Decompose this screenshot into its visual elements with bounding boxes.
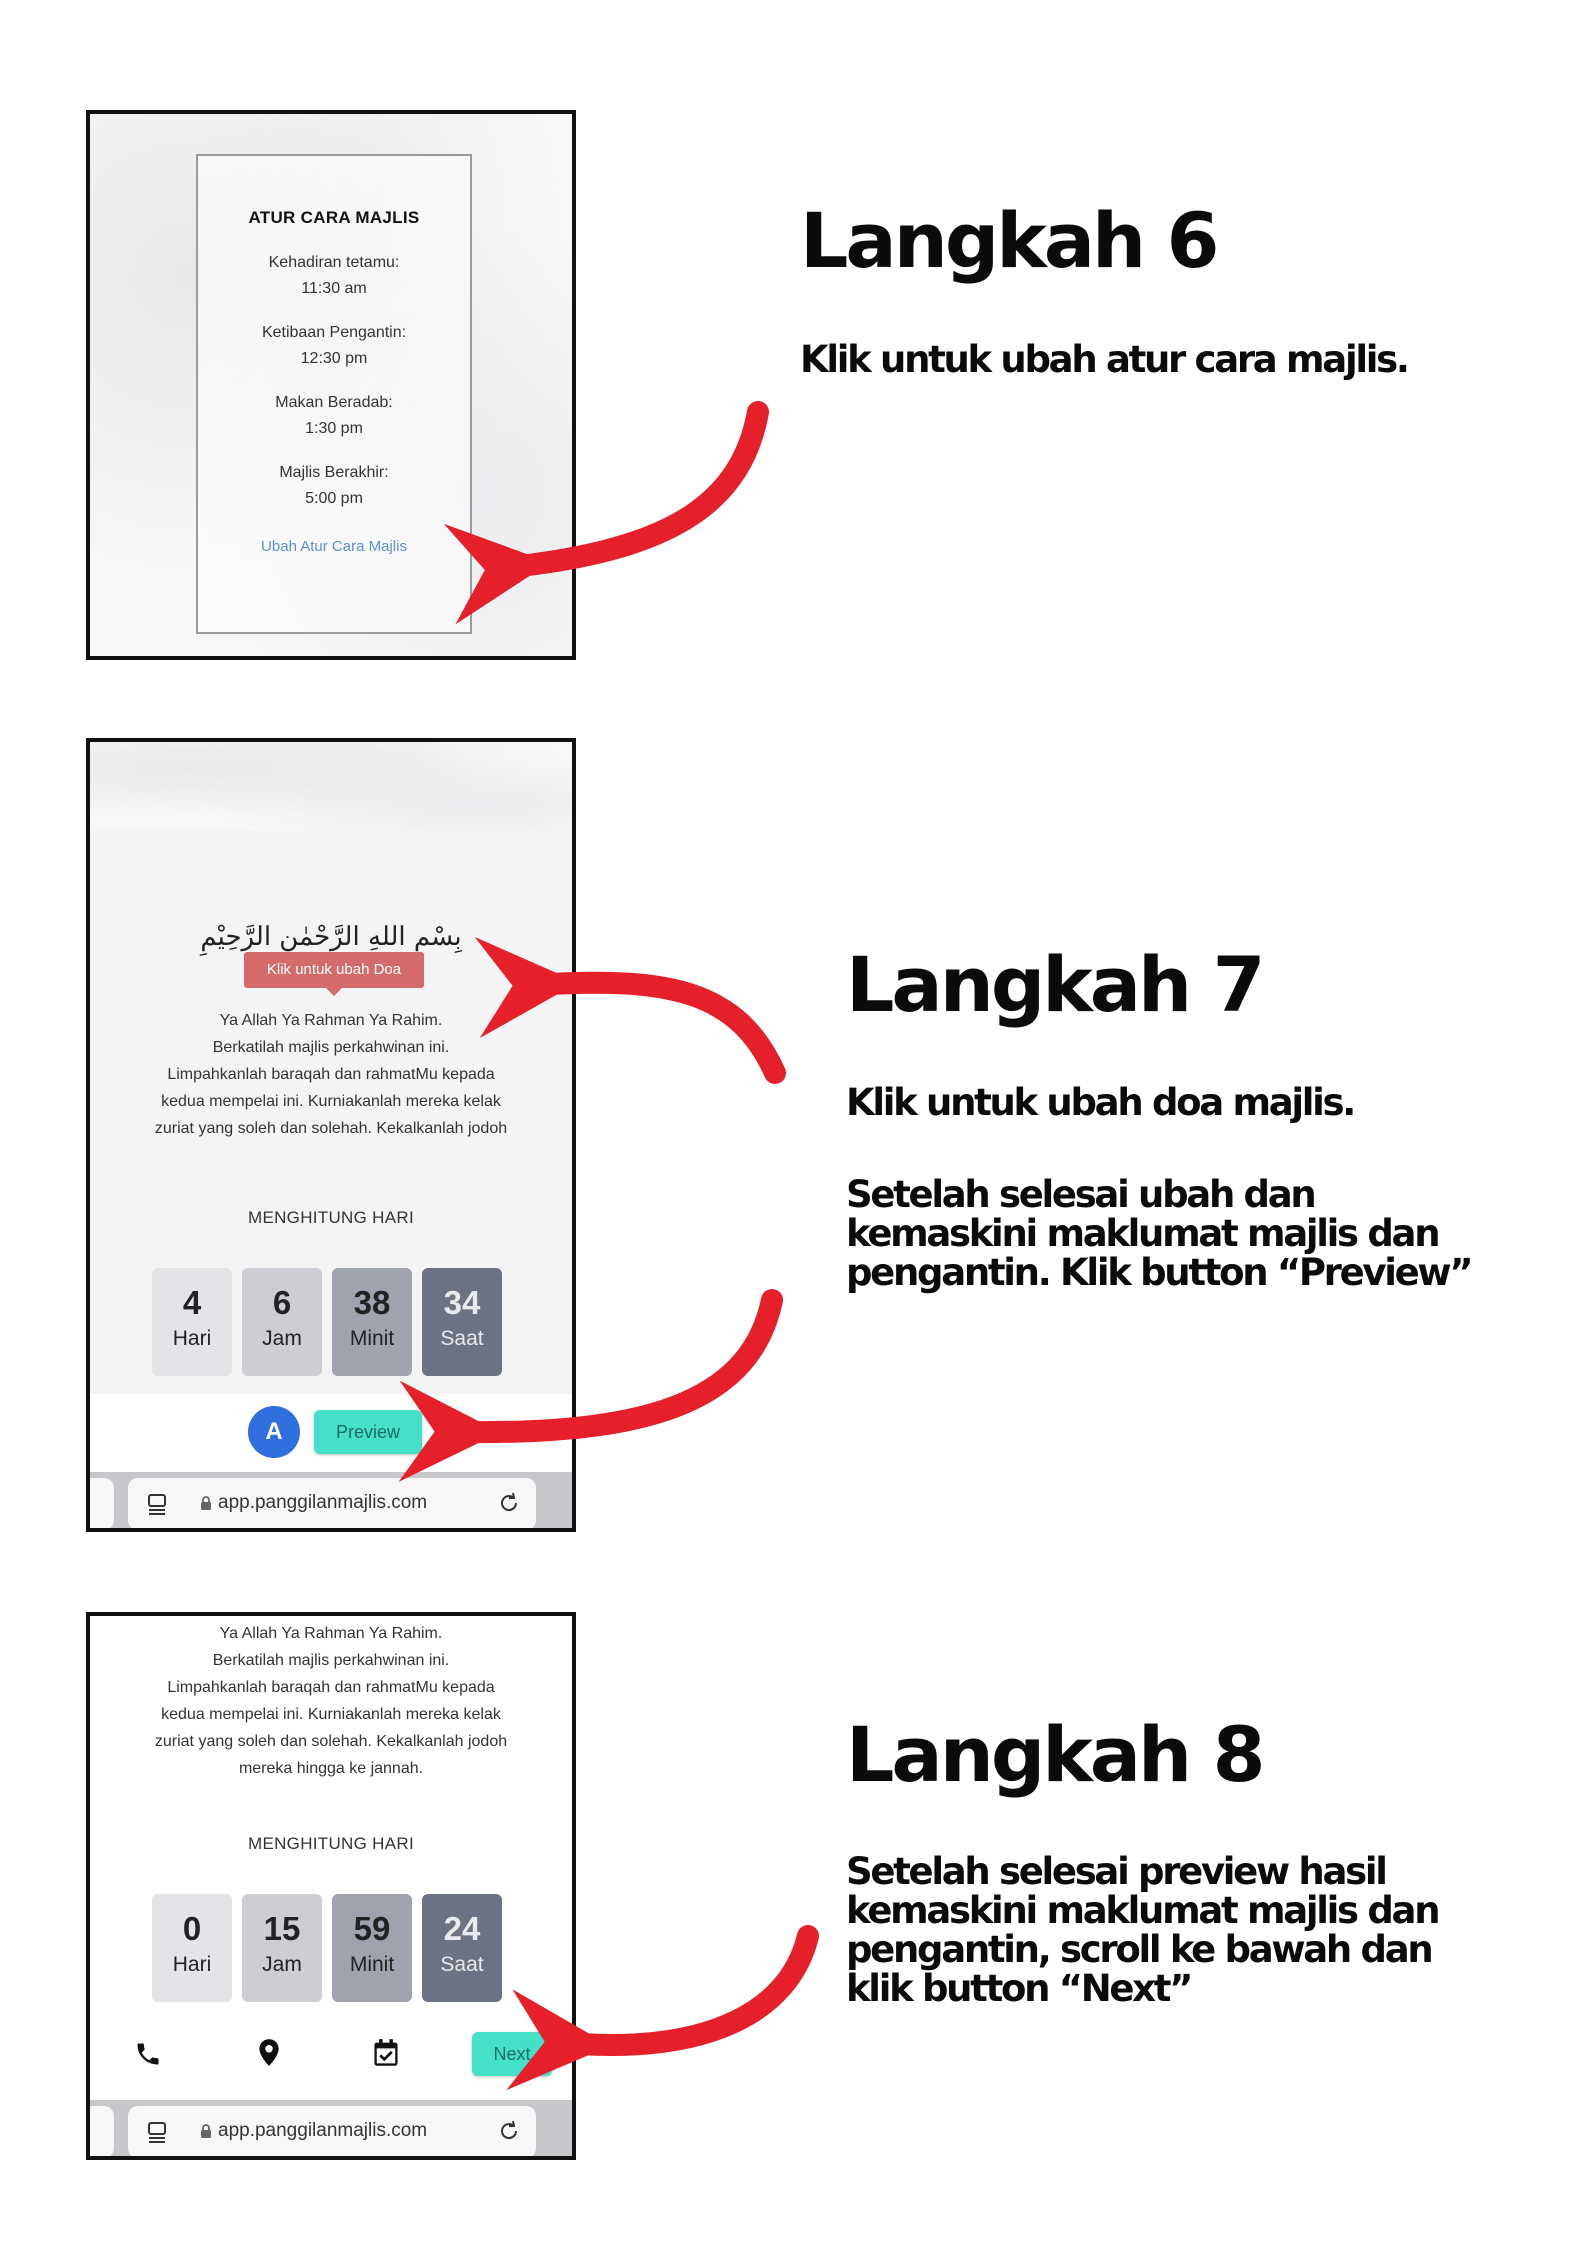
avatar-letter: A xyxy=(265,1418,283,1445)
url-text: app.panggilanmajlis.com xyxy=(218,1492,428,1513)
countdown-seconds: 34 Saat xyxy=(422,1268,502,1376)
countdown-minutes: 59 Minit xyxy=(332,1894,412,2002)
step7-screenshot: بِسْمِ اللهِ الرَّحْمٰنِ الرَّحِيْمِ Klik untuk ubah Doa Ya Allah Ya Rahman Ya Rahim. Berkatilah majlis perkahwinan ini. Limpahkanlah baraqah dan rahmatMu kepada kedua mempelai ini. Kurniakanlah mereka kelak zuriat yang soleh dan solehah. Kekalkanlah jodoh MENGHITUNG HARI 4 Hari 6 Jam 38 Minit 34 Saat A Preview app.panggilanmajlis.com xyxy=(86,738,576,1532)
countdown-title: MENGHITUNG HARI xyxy=(248,1834,414,1853)
arrow-step7-preview-icon xyxy=(470,1300,772,1432)
schedule-item: Makan Beradab: 1:30 pm xyxy=(275,394,393,437)
schedule-item: Kehadiran tetamu: 11:30 am xyxy=(268,254,400,297)
countdown-seconds: 24 Saat xyxy=(422,1894,502,2002)
arrow-step7-doa-icon xyxy=(548,983,775,1073)
countdown-minutes: 38 Minit xyxy=(332,1268,412,1376)
url-text: app.panggilanmajlis.com xyxy=(218,2120,428,2141)
schedule-item: Ketibaan Pengantin: 12:30 pm xyxy=(261,324,407,367)
step8-screenshot: Ya Allah Ya Rahman Ya Rahim. Berkatilah majlis perkahwinan ini. Limpahkanlah baraqah dan rahmatMu kepada kedua mempelai ini. Kurniakanlah mereka kelak zuriat yang soleh dan solehah. Kekalkanlah jodoh mereka hingga ke jannah. MENGHITUNG HARI 0 Hari 15 Jam 59 Minit 24 Saat Next app.panggilanmajlis.com xyxy=(86,1612,576,2160)
tooltip-label: Klik untuk ubah Doa xyxy=(266,961,402,978)
preview-button[interactable]: Preview xyxy=(314,1410,422,1454)
step8-heading: Langkah 8 xyxy=(846,1710,1263,1799)
arrow-step8-next-icon xyxy=(580,1936,808,2045)
step6-heading: Langkah 6 xyxy=(800,196,1217,285)
countdown-hours: 15 Jam xyxy=(242,1894,322,2002)
step6-description: Klik untuk ubah atur cara majlis. xyxy=(800,338,1408,381)
step7-description-2: Setelah selesai ubah dan kemaskini maklumat majlis dan pengantin. Klik button “Preview” xyxy=(846,1173,1472,1294)
countdown-days: 0 Hari xyxy=(152,1894,232,2002)
step7-description: Klik untuk ubah doa majlis. xyxy=(846,1081,1355,1124)
ubah-atur-cara-link[interactable]: Ubah Atur Cara Majlis xyxy=(261,538,407,555)
step8-description: Setelah selesai preview hasil kemaskini maklumat majlis dan pengantin, scroll ke bawah dan klik button “Next” xyxy=(846,1850,1439,2010)
next-button[interactable]: Next xyxy=(472,2032,552,2076)
countdown-title: MENGHITUNG HARI xyxy=(248,1208,414,1227)
arrow-step6-icon xyxy=(520,412,758,566)
bismillah-text[interactable]: بِسْمِ اللهِ الرَّحْمٰنِ الرَّحِيْمِ xyxy=(200,922,462,952)
schedule-item: Majlis Berakhir: 5:00 pm xyxy=(279,464,389,507)
step7-heading: Langkah 7 xyxy=(846,940,1263,1029)
card-title: ATUR CARA MAJLIS xyxy=(248,208,420,227)
countdown-days: 4 Hari xyxy=(152,1268,232,1376)
countdown-hours: 6 Jam xyxy=(242,1268,322,1376)
